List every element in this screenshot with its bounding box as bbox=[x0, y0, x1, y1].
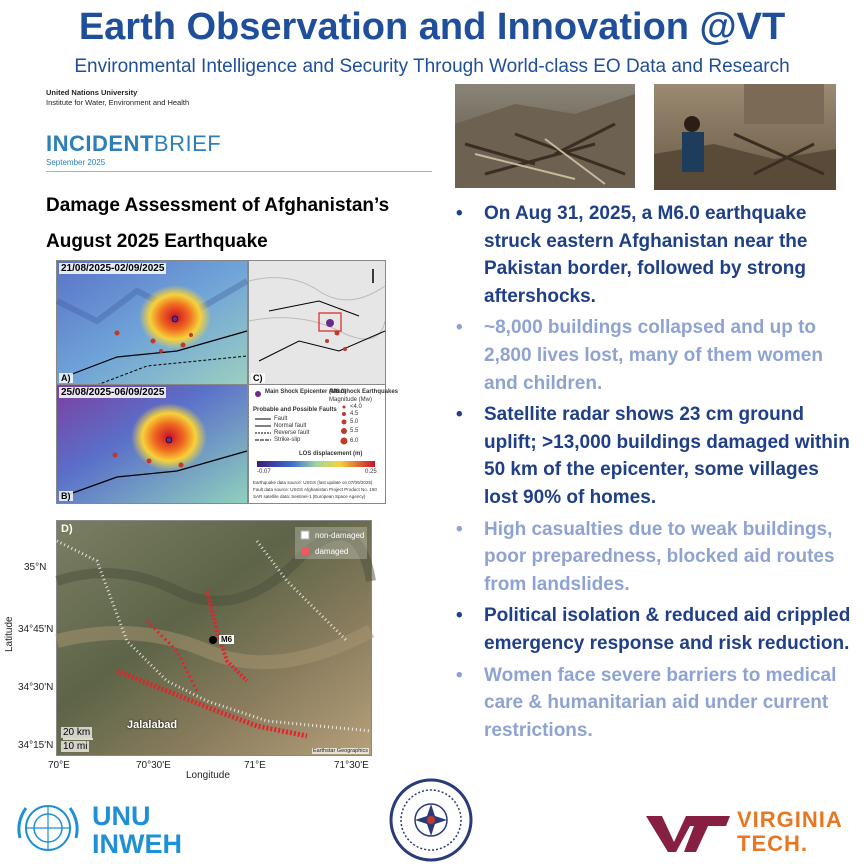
x-tick-70: 70°E bbox=[48, 760, 70, 771]
y-tick-3445: 34°45'N bbox=[18, 624, 54, 635]
brief-heading-line2: August 2025 Earthquake bbox=[46, 231, 268, 252]
vt-line1: VIRGINIA bbox=[737, 807, 843, 832]
legend-reverse: Reverse fault bbox=[274, 430, 310, 436]
bullet-dot-icon: • bbox=[456, 664, 463, 686]
brief-heading-line1: Damage Assessment of Afghanistan’s bbox=[46, 195, 390, 216]
unu-logo-line2: INWEH bbox=[92, 829, 182, 859]
bullet-text: ~8,000 buildings collapsed and up to 2,800 lives lost, many of them women and children. bbox=[484, 317, 823, 394]
fault-map-panel-c bbox=[248, 260, 386, 386]
x-axis-title: Longitude bbox=[186, 770, 230, 781]
rubble-photo-2-graphic bbox=[654, 84, 836, 190]
legend-mag-2: 5.0 bbox=[350, 419, 359, 425]
insar-map-a bbox=[57, 261, 247, 385]
legend-faults: Probable and Possible Faults bbox=[253, 407, 337, 413]
bullet-text: High casualties due to weak buildings, poor preparedness, blocked aid routes from landslides. bbox=[484, 518, 835, 595]
legend-strike: Strike-slip bbox=[274, 437, 301, 443]
legend-damaged: damaged bbox=[315, 547, 349, 556]
y-tick-35: 35°N bbox=[24, 562, 47, 573]
unu-logo-line1: UNU bbox=[92, 801, 151, 831]
bullet-dot-icon: • bbox=[456, 404, 463, 426]
legend-normal: Normal fault bbox=[274, 423, 307, 429]
damage-map-graphics bbox=[57, 521, 371, 755]
bullet-dot-icon: • bbox=[456, 317, 463, 339]
bullet-dot-icon: • bbox=[456, 203, 463, 224]
city-label: Jalalabad bbox=[127, 719, 178, 731]
un-emblem-icon bbox=[12, 798, 84, 858]
vt-line2: TECH. bbox=[737, 831, 808, 856]
bullet-text: Women face severe barriers to medical care & humanitarian aid under current restrictions. bbox=[484, 664, 837, 741]
x-tick-7130: 71°30'E bbox=[334, 760, 369, 771]
bullet-item bbox=[452, 200, 857, 310]
scale-km: 20 km bbox=[63, 727, 91, 738]
brief-title bbox=[46, 131, 221, 157]
unu-inweh-logo bbox=[92, 802, 182, 858]
bullet-dot-icon: • bbox=[456, 605, 463, 627]
x-tick-7030: 70°30'E bbox=[136, 760, 171, 771]
legend-mag-0: <4.0 bbox=[350, 404, 362, 410]
insar-panel-a bbox=[56, 260, 248, 386]
bullet-list bbox=[452, 200, 857, 748]
brief-word-brief: BRIEF bbox=[153, 131, 222, 156]
legend-aftershock: Aftershock Earthquakes bbox=[329, 389, 399, 395]
page-subtitle: Environmental Intelligence and Security Through World-class EO Data and Research bbox=[74, 56, 790, 77]
legend-fault: Fault bbox=[274, 416, 288, 422]
bullet-item bbox=[452, 662, 857, 745]
fault-map-c bbox=[249, 261, 385, 385]
panel-c-label: C) bbox=[253, 373, 263, 383]
brief-date: September 2025 bbox=[46, 158, 106, 167]
panel-a-date: 21/08/2025-02/09/2025 bbox=[61, 263, 165, 274]
legend-source-1: Fault data source: USGS Afghanistan Project Product No. 150 bbox=[253, 487, 377, 492]
x-tick-71: 71°E bbox=[244, 760, 266, 771]
bullet-dot-icon: • bbox=[456, 518, 463, 540]
epicenter-label: M6 bbox=[221, 635, 233, 644]
iit-seal-icon bbox=[388, 778, 474, 862]
brief-heading bbox=[46, 188, 446, 260]
bullet-text: Satellite radar shows 23 cm ground uplift; >13,000 buildings damaged within 50 km of the epicenter, some villages lost 90% of homes. bbox=[484, 404, 850, 508]
legend-mag-3: 5.5 bbox=[350, 428, 359, 434]
bullet-item bbox=[452, 602, 857, 657]
map-credit: Earthstar Geographics bbox=[312, 748, 368, 754]
insar-map-b bbox=[57, 385, 247, 503]
scale-mi: 10 mi bbox=[63, 741, 88, 752]
bullet-item bbox=[452, 401, 857, 511]
virginia-tech-wordmark bbox=[737, 808, 843, 856]
insar-panel-b bbox=[56, 384, 248, 504]
panel-d-label: D) bbox=[61, 523, 73, 535]
y-tick-3415: 34°15'N bbox=[18, 740, 54, 751]
vt-logo-icon bbox=[644, 812, 732, 854]
legend-source-0: Earthquake data source: USGS (last update on 07/09/2025) bbox=[253, 480, 373, 485]
rubble-photo-2 bbox=[654, 84, 836, 190]
page-title: Earth Observation and Innovation @VT bbox=[78, 6, 786, 48]
legend-los-min: -0.07 bbox=[257, 469, 271, 475]
legend-mag-4: 6.0 bbox=[350, 438, 359, 444]
panel-b-label: B) bbox=[61, 491, 71, 501]
panel-b-date: 25/08/2025-06/09/2025 bbox=[61, 387, 165, 398]
rubble-photo-1-graphic bbox=[455, 84, 635, 188]
brief-divider bbox=[46, 171, 432, 172]
rubble-photo-1 bbox=[455, 84, 635, 188]
bullet-text: On Aug 31, 2025, a M6.0 earthquake struck eastern Afghanistan near the Pakistan border, followed by strong aftershocks. bbox=[484, 203, 808, 307]
legend-magnitude: Magnitude (Mw) bbox=[329, 397, 373, 403]
legend-source-2: SAR satellite data: Sentinel-1 (European Space Agency) bbox=[253, 494, 366, 499]
bullet-item bbox=[452, 516, 857, 599]
legend-panel bbox=[248, 384, 399, 504]
bullet-text: Political isolation & reduced aid crippled emergency response and risk reduction. bbox=[484, 605, 851, 654]
legend-non-damaged: non-damaged bbox=[315, 531, 365, 540]
legend-mag-1: 4.5 bbox=[350, 411, 359, 417]
damage-map-d bbox=[56, 520, 372, 756]
brief-org-institute: Institute for Water, Environment and Health bbox=[46, 98, 190, 107]
legend-main-shock: Main Shock Epicenter (M6.0) bbox=[265, 389, 347, 395]
y-tick-3430: 34°30'N bbox=[18, 682, 54, 693]
legend-los: LOS displacement (m) bbox=[299, 451, 363, 457]
brief-word-incident: INCIDENT bbox=[46, 131, 154, 156]
legend-los-max: 0.25 bbox=[365, 469, 377, 475]
bullet-item bbox=[452, 314, 857, 397]
panel-a-label: A) bbox=[61, 373, 71, 383]
y-axis-title: Latitude bbox=[4, 616, 15, 652]
brief-org-name: United Nations University bbox=[46, 88, 138, 97]
